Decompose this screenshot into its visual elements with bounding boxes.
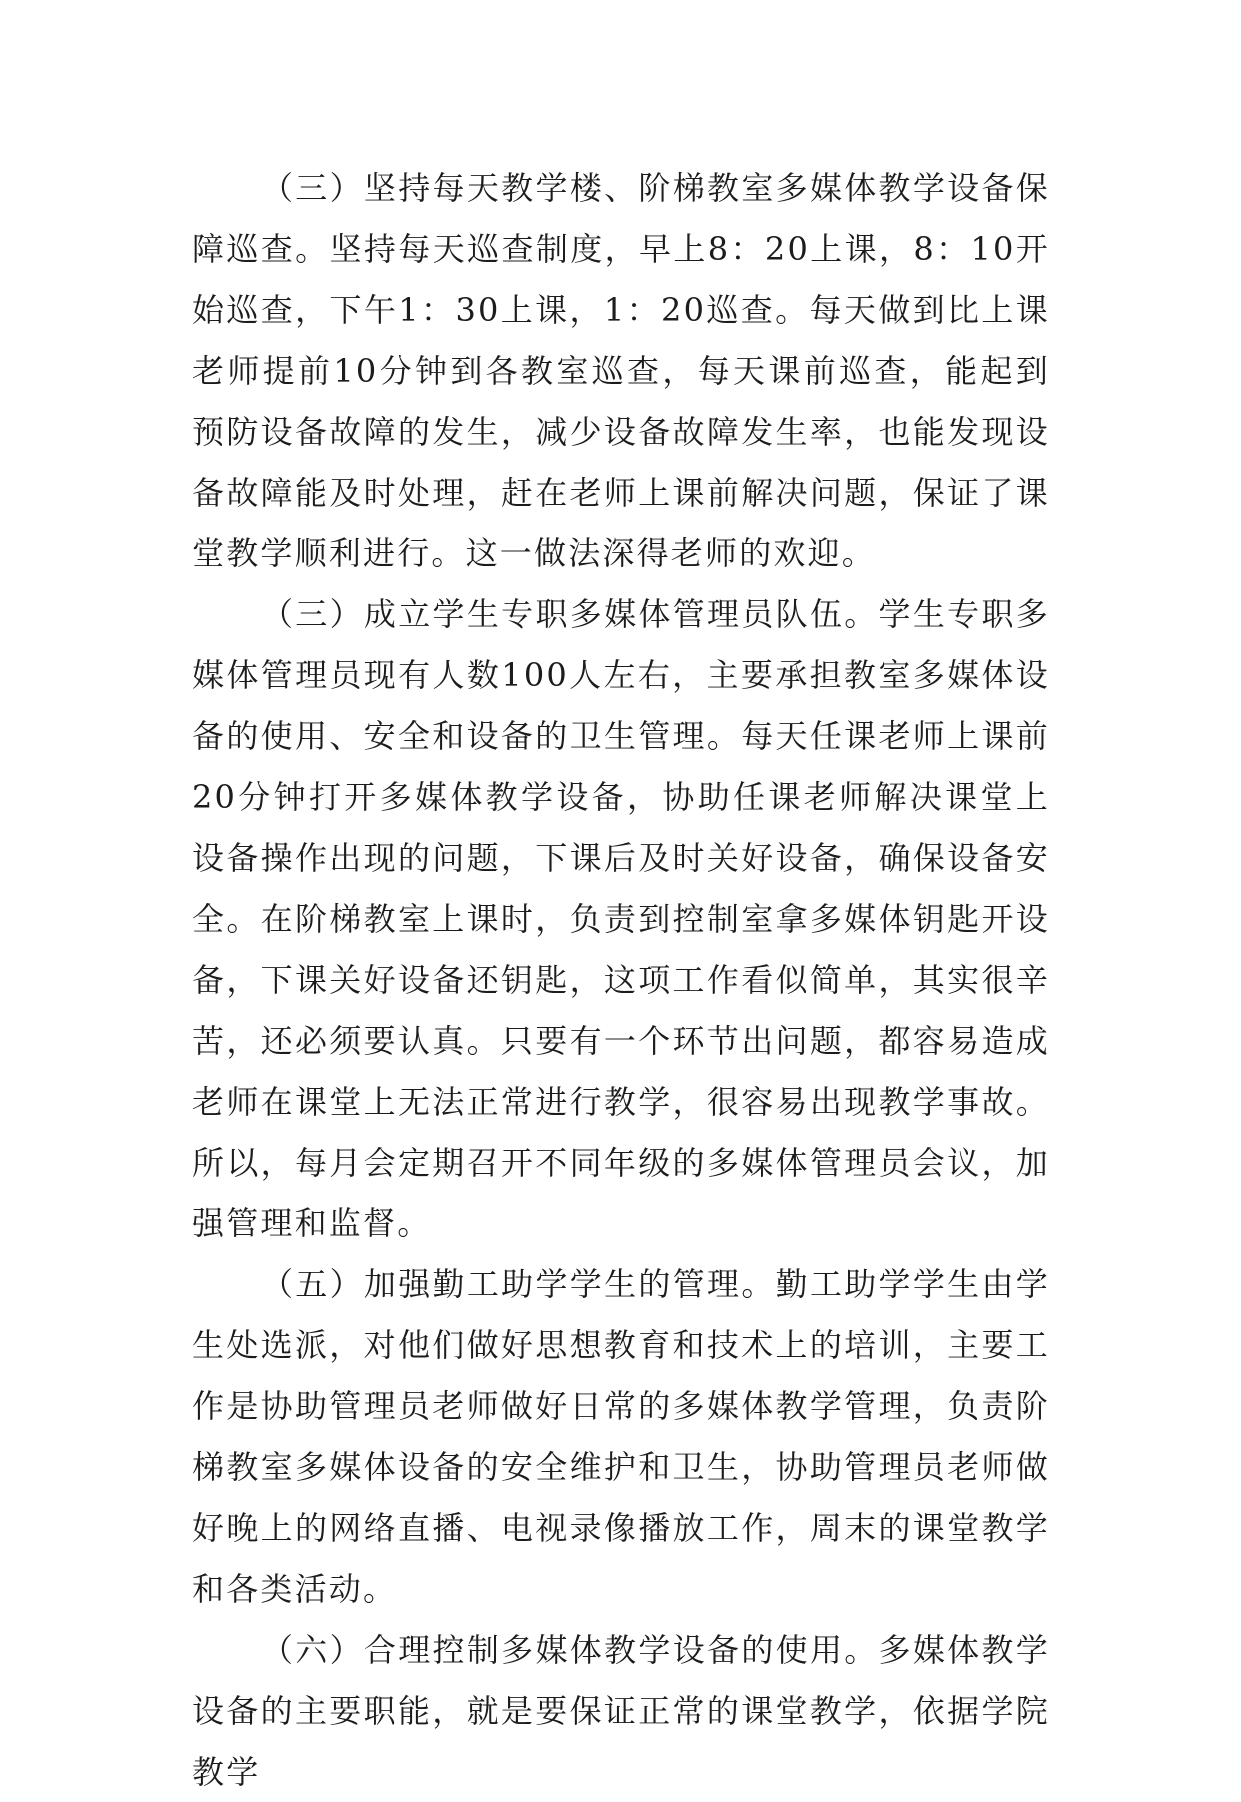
paragraph-student-media-administrators: （三）成立学生专职多媒体管理员队伍。学生专职多媒体管理员现有人数100人左右，主要承担教室多媒体设备的使用、安全和设备的卫生管理。每天任课老师上课前20分钟打开多媒体教学设备，协助任课老师解决课堂上设备操作出现的问题，下课后及时关好设备，确保设备安全。在阶梯教室上课时，负责到控制室拿多媒体钥匙开设备，下课关好设备还钥匙，这项工作看似简单，其实很辛苦，还必须要认真。只要有一个环节出问题，都容易造成老师在课堂上无法正常进行教学，很容易出现教学事故。所以，每月会定期召开不同年级的多媒体管理员会议，加强管理和监督。 [192, 595, 1050, 1243]
paragraph-inspection-patrol: （三）坚持每天教学楼、阶梯教室多媒体教学设备保障巡查。坚持每天巡查制度，早上8：20上课，8：10开始巡查，下午1：30上课，1：20巡查。每天做到比上课老师提前10分钟到各教室巡查，每天课前巡查，能起到预防设备故障的发生，减少设备故障发生率，也能发现设备故障能及时处理，赶在老师上课前解决问题，保证了课堂教学顺利进行。这一做法深得老师的欢迎。 [192, 169, 1050, 573]
paragraph-work-study-students: （五）加强勤工助学学生的管理。勤工助学学生由学生处选派，对他们做好思想教育和技术上的培训，主要工作是协助管理员老师做好日常的多媒体教学管理，负责阶梯教室多媒体设备的安全维护和卫生，协助管理员老师做好晚上的网络直播、电视录像播放工作，周末的课堂教学和各类活动。 [192, 1265, 1050, 1608]
document-body [192, 158, 1050, 1802]
paragraph-equipment-usage-control: （六）合理控制多媒体教学设备的使用。多媒体教学设备的主要职能，就是要保证正常的课堂教学，依据学院教学 [192, 1630, 1050, 1791]
